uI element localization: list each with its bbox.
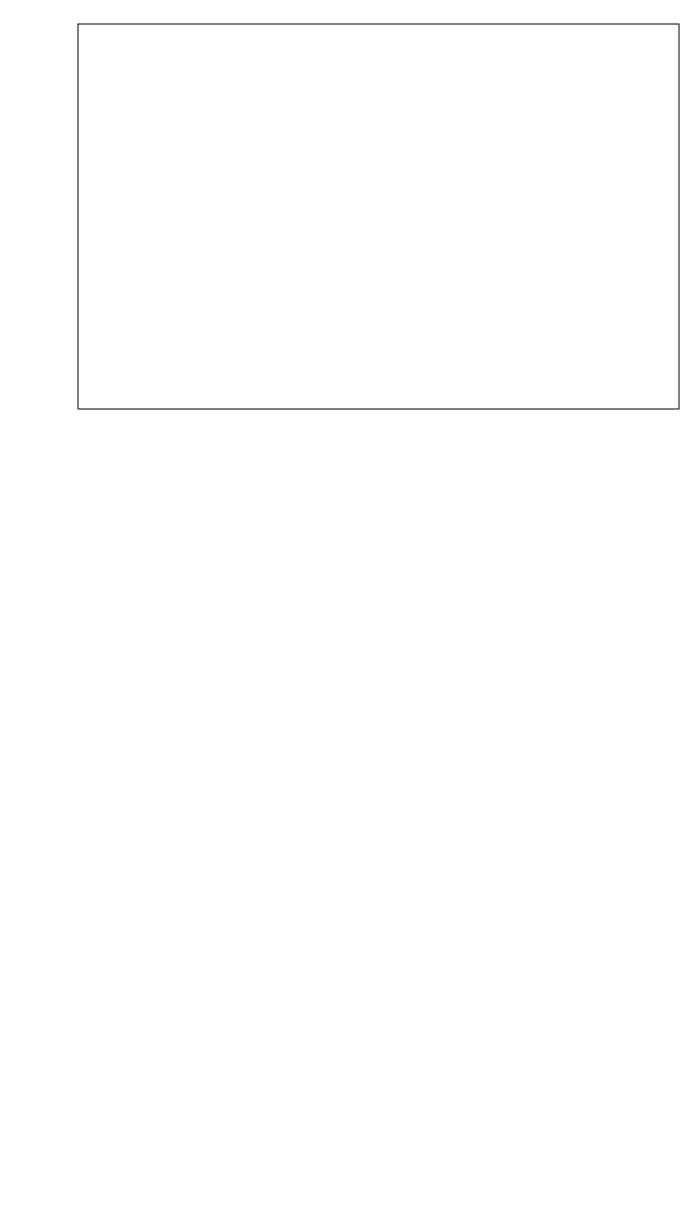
mass-spectrum-chart [0,0,687,475]
plot-frame [78,24,679,409]
